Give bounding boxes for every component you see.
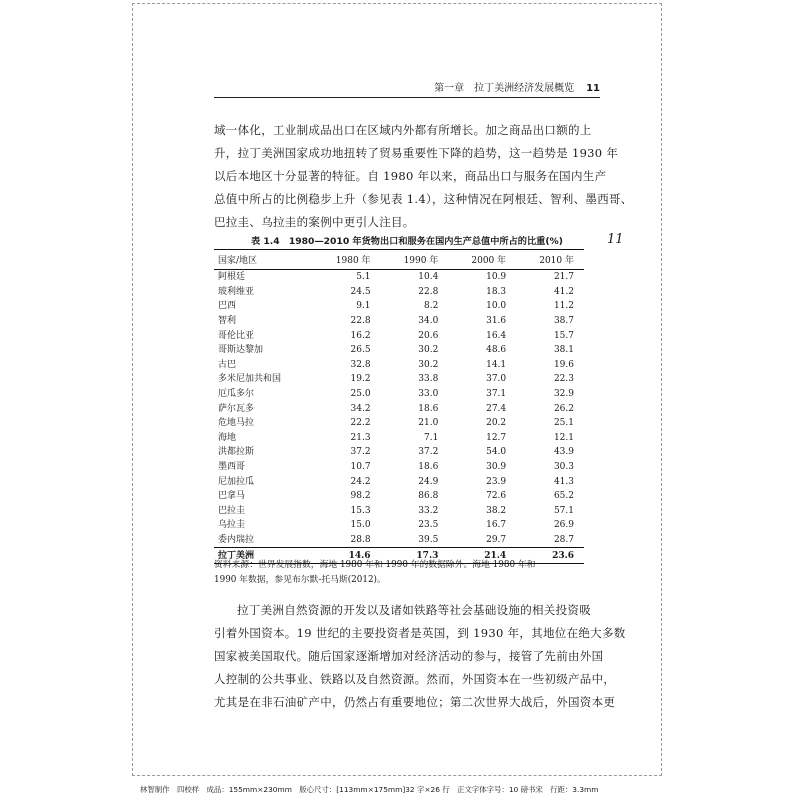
data-cell: 32.8 xyxy=(350,359,371,370)
table-row xyxy=(214,299,584,314)
data-cell: 26.5 xyxy=(350,345,371,356)
data-cell: 37.2 xyxy=(350,447,371,458)
data-cell: 19.2 xyxy=(350,374,371,385)
data-cell: 34.0 xyxy=(418,316,439,327)
data-cell: 48.6 xyxy=(486,345,507,356)
data-cell: 26.2 xyxy=(553,403,574,414)
row-label: 洪都拉斯 xyxy=(218,447,255,458)
data-cell: 15.3 xyxy=(350,505,371,516)
source-line: 1990 年数据，参见布尔默-托马斯(2012)。 xyxy=(214,575,386,585)
data-cell: 22.2 xyxy=(350,418,371,429)
body-paragraph xyxy=(214,599,626,714)
table-row xyxy=(214,387,584,402)
data-cell: 10.9 xyxy=(486,272,507,283)
row-label: 多米尼加共和国 xyxy=(218,374,282,385)
data-cell: 15.0 xyxy=(350,520,371,531)
data-cell: 57.1 xyxy=(553,505,574,516)
data-cell: 30.3 xyxy=(553,462,574,473)
row-label: 墨西哥 xyxy=(218,462,246,473)
row-label: 乌拉圭 xyxy=(218,520,246,531)
table-row xyxy=(214,518,584,533)
data-cell: 98.2 xyxy=(350,491,371,502)
row-label: 智利 xyxy=(218,316,237,327)
row-label: 巴拿马 xyxy=(218,491,246,502)
table-source-note xyxy=(214,558,594,588)
data-cell: 33.0 xyxy=(418,389,439,400)
text-line: 巴拉圭、乌拉圭的案例中更引人注目。 xyxy=(214,215,415,229)
intro-paragraph xyxy=(214,119,633,234)
margin-page-number: 11 xyxy=(607,232,624,247)
data-cell: 33.8 xyxy=(418,374,439,385)
text-line: 尤其是在非石油矿产中，仍然占有重要地位；第二次世界大战后，外国资本更 xyxy=(214,695,616,709)
column-header: 2000 年 xyxy=(448,250,516,270)
data-cell: 22.3 xyxy=(553,374,574,385)
table-row xyxy=(214,314,584,329)
text-line: 升，拉丁美洲国家成功地扭转了贸易重要性下降的趋势，这一趋势是 1930 年 xyxy=(214,146,619,160)
column-header: 1980 年 xyxy=(313,250,381,270)
table-row xyxy=(214,416,584,431)
text-line: 拉丁美洲自然资源的开发以及诸如铁路等社会基础设施的相关投资吸 xyxy=(237,603,591,617)
data-cell: 21.4 xyxy=(448,548,516,564)
data-cell: 33.2 xyxy=(418,505,439,516)
data-cell: 12.7 xyxy=(486,432,507,443)
table-row xyxy=(214,445,584,460)
data-cell: 25.0 xyxy=(350,389,371,400)
data-cell: 16.7 xyxy=(486,520,507,531)
table-row xyxy=(214,343,584,358)
data-cell: 22.8 xyxy=(418,286,439,297)
column-header: 1990 年 xyxy=(381,250,449,270)
data-cell: 26.9 xyxy=(553,520,574,531)
data-cell: 27.4 xyxy=(486,403,507,414)
table-row xyxy=(214,372,584,387)
text-line: 总值中所占的比例稳步上升（参见表 1.4），这种情况在阿根廷、智利、墨西哥、 xyxy=(214,192,633,206)
row-label: 危地马拉 xyxy=(218,418,255,429)
data-cell: 14.6 xyxy=(313,548,381,564)
data-cell: 24.2 xyxy=(350,476,371,487)
text-line: 域一体化，工业制成品出口在区域内外都有所增长。加之商品出口额的上 xyxy=(214,123,592,137)
data-cell: 7.1 xyxy=(424,432,439,443)
data-cell: 34.2 xyxy=(350,403,371,414)
data-cell: 18.6 xyxy=(418,403,439,414)
row-label: 哥伦比亚 xyxy=(218,330,255,341)
data-cell: 30.9 xyxy=(486,462,507,473)
export-share-table xyxy=(214,249,584,564)
row-label: 尼加拉瓜 xyxy=(218,476,255,487)
data-cell: 16.2 xyxy=(350,330,371,341)
chapter-title: 第一章 拉丁美洲经济发展概览 xyxy=(434,83,575,94)
table-row xyxy=(214,358,584,373)
row-label: 哥斯达黎加 xyxy=(218,345,264,356)
table-row xyxy=(214,431,584,446)
column-header: 国家/地区 xyxy=(214,250,313,270)
data-cell: 38.2 xyxy=(486,505,507,516)
data-cell: 14.1 xyxy=(486,359,507,370)
table-row xyxy=(214,270,584,285)
data-cell: 86.8 xyxy=(418,491,439,502)
data-cell: 23.5 xyxy=(418,520,439,531)
data-cell: 18.6 xyxy=(418,462,439,473)
data-cell: 20.2 xyxy=(486,418,507,429)
row-label: 古巴 xyxy=(218,359,237,370)
data-cell: 43.9 xyxy=(553,447,574,458)
data-cell: 65.2 xyxy=(553,491,574,502)
row-label: 萨尔瓦多 xyxy=(218,403,255,414)
data-cell: 31.6 xyxy=(486,316,507,327)
data-cell: 23.6 xyxy=(516,548,584,564)
row-label: 委内瑞拉 xyxy=(218,534,255,545)
data-cell: 28.8 xyxy=(350,534,371,545)
row-label: 巴西 xyxy=(218,301,237,312)
data-cell: 41.2 xyxy=(553,286,574,297)
row-label: 海地 xyxy=(218,432,237,443)
data-cell: 10.7 xyxy=(350,462,371,473)
data-cell: 37.2 xyxy=(418,447,439,458)
table-row xyxy=(214,460,584,475)
table-row xyxy=(214,533,584,548)
source-line: 资料来源：世界发展指数，海地 1980 年和 1990 年的数据除外。海地 1980 年和 xyxy=(214,560,536,570)
data-cell: 37.1 xyxy=(486,389,507,400)
page-number: 11 xyxy=(586,83,600,94)
data-cell: 20.6 xyxy=(418,330,439,341)
data-cell: 72.6 xyxy=(486,491,507,502)
table-row xyxy=(214,489,584,504)
table-caption: 表 1.4 1980—2010 年货物出口和服务在国内生产总值中所占的比重(%) xyxy=(251,236,563,247)
row-label: 玻利维亚 xyxy=(218,286,255,297)
data-cell: 18.3 xyxy=(486,286,507,297)
data-cell: 25.1 xyxy=(553,418,574,429)
data-cell: 23.9 xyxy=(486,476,507,487)
data-cell: 30.2 xyxy=(418,345,439,356)
column-header: 2010 年 xyxy=(516,250,584,270)
data-cell: 24.5 xyxy=(350,286,371,297)
data-cell: 15.7 xyxy=(553,330,574,341)
data-cell: 12.1 xyxy=(553,432,574,443)
data-cell: 9.1 xyxy=(356,301,371,312)
data-cell: 39.5 xyxy=(418,534,439,545)
running-header xyxy=(214,79,600,98)
data-cell: 24.9 xyxy=(418,476,439,487)
data-cell: 29.7 xyxy=(486,534,507,545)
data-cell: 17.3 xyxy=(381,548,449,564)
text-line: 引着外国资本。19 世纪的主要投资者是英国，到 1930 年，其地位在绝大多数 xyxy=(214,626,626,640)
text-line: 人控制的公共事业、铁路以及自然资源。然而，外国资本在一些初级产品中， xyxy=(214,672,616,686)
data-cell: 19.6 xyxy=(553,359,574,370)
data-cell: 10.0 xyxy=(486,301,507,312)
data-cell: 5.1 xyxy=(356,272,371,283)
print-info-footer: 林智制作 四校样 成品：155mm×230mm 版心尺寸：[113mm×175mm]32 字×26 行 正文字体字号：10 磅书宋 行距：3.3mm xyxy=(140,785,599,794)
table-header-row xyxy=(214,250,584,270)
row-label: 阿根廷 xyxy=(218,272,246,283)
data-cell: 30.2 xyxy=(418,359,439,370)
data-cell: 28.7 xyxy=(553,534,574,545)
data-cell: 22.8 xyxy=(350,316,371,327)
data-cell: 54.0 xyxy=(486,447,507,458)
data-cell: 10.4 xyxy=(418,272,439,283)
table-row xyxy=(214,285,584,300)
data-cell: 21.7 xyxy=(553,272,574,283)
table-row xyxy=(214,401,584,416)
data-cell: 21.0 xyxy=(418,418,439,429)
row-label: 巴拉圭 xyxy=(218,505,246,516)
data-cell: 16.4 xyxy=(486,330,507,341)
text-line: 以后本地区十分显著的特征。自 1980 年以来，商品出口与服务在国内生产 xyxy=(214,169,607,183)
table-row xyxy=(214,504,584,519)
row-label: 拉丁美洲 xyxy=(214,548,313,564)
data-cell: 32.9 xyxy=(553,389,574,400)
data-cell: 38.7 xyxy=(553,316,574,327)
text-line: 国家被美国取代。随后国家逐渐增加对经济活动的参与，接管了先前由外国 xyxy=(214,649,604,663)
data-cell: 21.3 xyxy=(350,432,371,443)
row-label: 厄瓜多尔 xyxy=(218,389,255,400)
table-row xyxy=(214,474,584,489)
table-row xyxy=(214,328,584,343)
data-cell: 37.0 xyxy=(486,374,507,385)
data-cell: 8.2 xyxy=(424,301,439,312)
data-cell: 41.3 xyxy=(553,476,574,487)
data-cell: 38.1 xyxy=(553,345,574,356)
data-cell: 11.2 xyxy=(553,301,574,312)
